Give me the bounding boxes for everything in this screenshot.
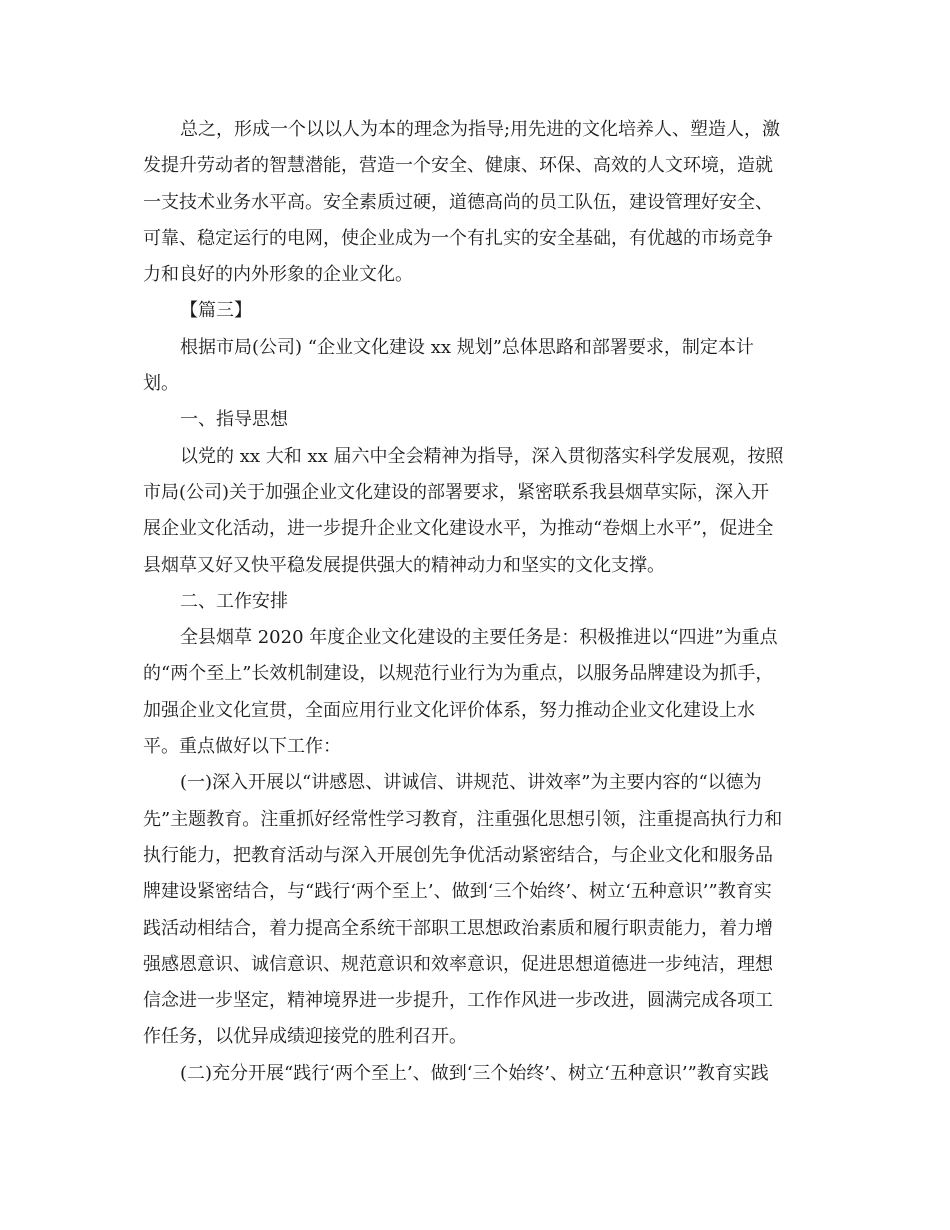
- text-line: 一支技术业务水平高。安全素质过硬，道德高尚的员工队伍，建设管理好安全、: [143, 191, 773, 213]
- text-line: 强感恩意识、诚信意识、规范意识和效率意识，促进思想道德进一步纯洁，理想: [143, 953, 773, 975]
- text-line: 展企业文化活动，进一步提升企业文化建设水平，为推动“卷烟上水平”，促进全: [143, 518, 774, 540]
- text-line: 执行能力，把教育活动与深入开展创先争优活动紧密结合，与企业文化和服务品: [143, 844, 773, 866]
- text-line: 先”主题教育。注重抓好经常性学习教育，注重强化思想引领，注重提高执行力和: [143, 808, 783, 830]
- text-line: (一)深入开展以“讲感恩、讲诚信、讲规范、讲效率”为主要内容的“以德为: [180, 772, 762, 794]
- text-line: 牌建设紧密结合，与“践行‘两个至上’、做到‘三个始终’、树立‘五种意识’”教育实: [143, 881, 772, 903]
- text-line: 践活动相结合，着力提高全系统干部职工思想政治素质和履行职责能力，着力增: [143, 917, 773, 939]
- text-line: 市局(公司)关于加强企业文化建设的部署要求，紧密联系我县烟草实际，深入开: [143, 481, 770, 503]
- text-line: 县烟草又好又快平稳发展提供强大的精神动力和坚实的文化支撑。: [143, 554, 665, 576]
- text-line: 全县烟草 2020 年度企业文化建设的主要任务是：积极推进以“四进”为重点: [180, 627, 778, 649]
- text-line: 发提升劳动者的智慧潜能，营造一个安全、健康、环保、高效的人文环境，造就: [143, 155, 773, 177]
- text-line: 总之，形成一个以以人为本的理念为指导;用先进的文化培养人、塑造人，激: [180, 119, 781, 140]
- text-line: 以党的 xx 大和 xx 届六中全会精神为指导，深入贯彻落实科学发展观，按照: [180, 445, 784, 467]
- text-line: 作任务，以优异成绩迎接党的胜利召开。: [143, 1026, 467, 1048]
- text-line: 平。重点做好以下工作：: [143, 736, 341, 758]
- document-body: [143, 112, 813, 1092]
- text-line: (二)充分开展“践行‘两个至上’、做到‘三个始终’、树立‘五种意识’”教育实践: [180, 1062, 769, 1084]
- text-line: 可靠、稳定运行的电网，使企业成为一个有扎实的安全基础，有优越的市场竞争: [143, 227, 773, 249]
- text-line: 划。: [143, 373, 179, 395]
- subsection-heading: 一、指导思想: [180, 409, 288, 431]
- text-line: 的“两个至上”长效机制建设，以规范行业行为为重点，以服务品牌建设为抓手，: [143, 663, 774, 685]
- text-line: 加强企业文化宣贯，全面应用行业文化评价体系，努力推动企业文化建设上水: [143, 699, 755, 721]
- section-heading: 【篇三】: [180, 300, 252, 322]
- subsection-heading: 二、工作安排: [180, 590, 288, 612]
- text-line: 力和良好的内外形象的企业文化。: [143, 264, 413, 286]
- text-line: 信念进一步坚定，精神境界进一步提升，工作作风进一步改进，圆满完成各项工: [143, 990, 773, 1012]
- text-line: 根据市局(公司) “企业文化建设 xx 规划”总体思路和部署要求，制定本计: [180, 336, 754, 358]
